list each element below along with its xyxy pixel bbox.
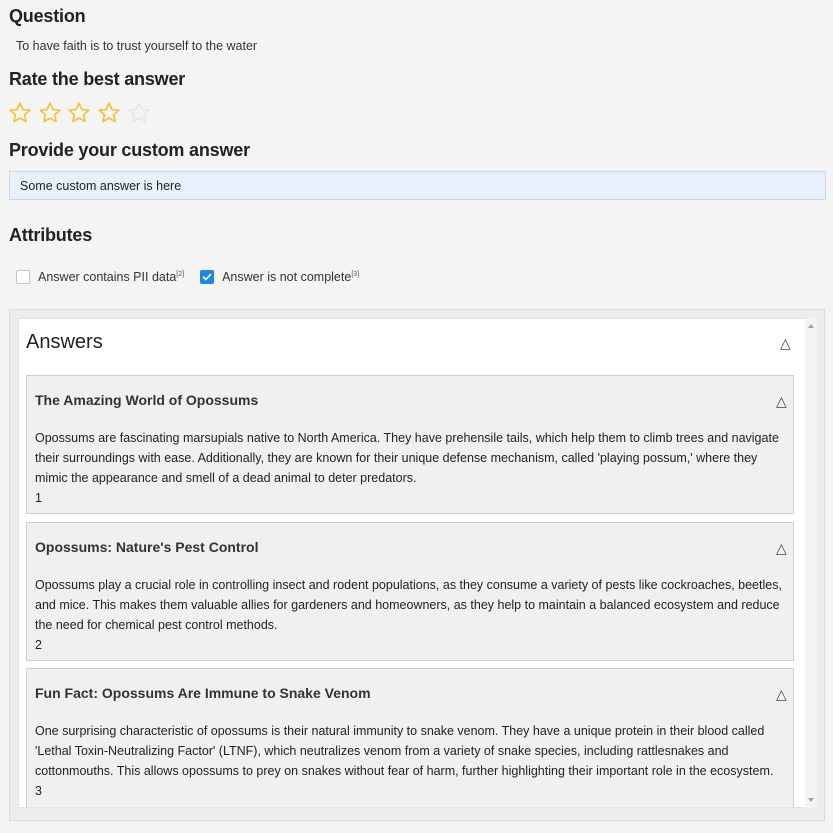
answer-collapse-icon-1[interactable]: △: [776, 393, 787, 409]
incomplete-label[interactable]: Answer is not complete[3]: [222, 270, 360, 284]
answer-text-3: One surprising characteristic of opossums is their natural immunity to snake venom. They have a unique protein in their blood called 'Lethal Toxin-Neutralizing Factor' (LTNF), which neutralizes venom from a variety of snake species, including rattlesnakes and cottonmouths. This allows opossums to prey on snakes without fear of harm, further highlighting their important role in the ecosystem.: [35, 724, 774, 778]
answer-text-1: Opossums are fascinating marsupials native to North America. They have prehensile tails, which help them to climb trees and navigate their surroundings with ease. Additionally, they are known for their unique defense mechanism, called 'playing possum,' where they mimic the appearance and smell of a dead animal to deter predators.: [35, 431, 779, 485]
answer-collapse-icon-3[interactable]: △: [776, 686, 787, 702]
pii-hint: [2]: [176, 271, 185, 278]
answers-collapse-icon[interactable]: △: [780, 335, 791, 351]
attribute-pii[interactable]: [16, 270, 184, 284]
custom-answer-heading: Provide your custom answer: [9, 140, 250, 160]
star-icon-3[interactable]: [67, 101, 91, 125]
scroll-up-icon[interactable]: [808, 324, 814, 328]
answer-collapse-icon-2[interactable]: △: [776, 540, 787, 556]
scroll-down-icon[interactable]: [808, 798, 814, 802]
answer-index-1: 1: [35, 491, 42, 505]
star-icon-4[interactable]: [97, 101, 121, 125]
attribute-incomplete[interactable]: [200, 270, 359, 284]
check-icon: [202, 272, 212, 282]
answer-card-2: [26, 522, 794, 661]
answer-index-3: 3: [35, 784, 42, 798]
answer-title-3: Fun Fact: Opossums Are Immune to Snake Venom: [35, 685, 371, 701]
answer-text-2: Opossums play a crucial role in controlling insect and rodent populations, as they consume a variety of pests like cockroaches, beetles, and mice. This makes them valuable allies for gardeners and homeowners, as they help to maintain a balanced ecosystem and reduce the need for chemical pest control methods.: [35, 578, 782, 632]
star-icon-1[interactable]: [8, 101, 32, 125]
pii-checkbox[interactable]: [16, 270, 30, 284]
question-text: To have faith is to trust yourself to the water: [16, 39, 258, 53]
incomplete-checkbox[interactable]: [200, 270, 214, 284]
answer-body-3: [35, 721, 790, 801]
answer-title-2: Opossums: Nature's Pest Control: [35, 539, 259, 555]
star-icon-5[interactable]: [127, 101, 151, 125]
attributes-heading: Attributes: [9, 225, 92, 245]
incomplete-hint: [3]: [351, 271, 360, 278]
answers-container: [18, 318, 811, 808]
answer-card-1: [26, 375, 794, 514]
attributes-list: [16, 268, 375, 286]
star-rating[interactable]: [8, 101, 156, 129]
answer-body-1: [35, 428, 790, 508]
answer-title-1: The Amazing World of Opossums: [35, 392, 259, 408]
answers-title: Answers: [26, 331, 103, 353]
answer-card-3: [26, 668, 794, 808]
answer-body-2: [35, 575, 790, 655]
rating-heading: Rate the best answer: [9, 69, 186, 89]
answer-index-2: 2: [35, 638, 42, 652]
pii-label[interactable]: Answer contains PII data[2]: [38, 270, 185, 284]
custom-answer-input[interactable]: [9, 171, 826, 200]
answers-scrollbar[interactable]: [805, 318, 817, 808]
star-icon-2[interactable]: [38, 101, 62, 125]
answers-panel: [9, 309, 825, 821]
question-heading: Question: [9, 6, 86, 26]
